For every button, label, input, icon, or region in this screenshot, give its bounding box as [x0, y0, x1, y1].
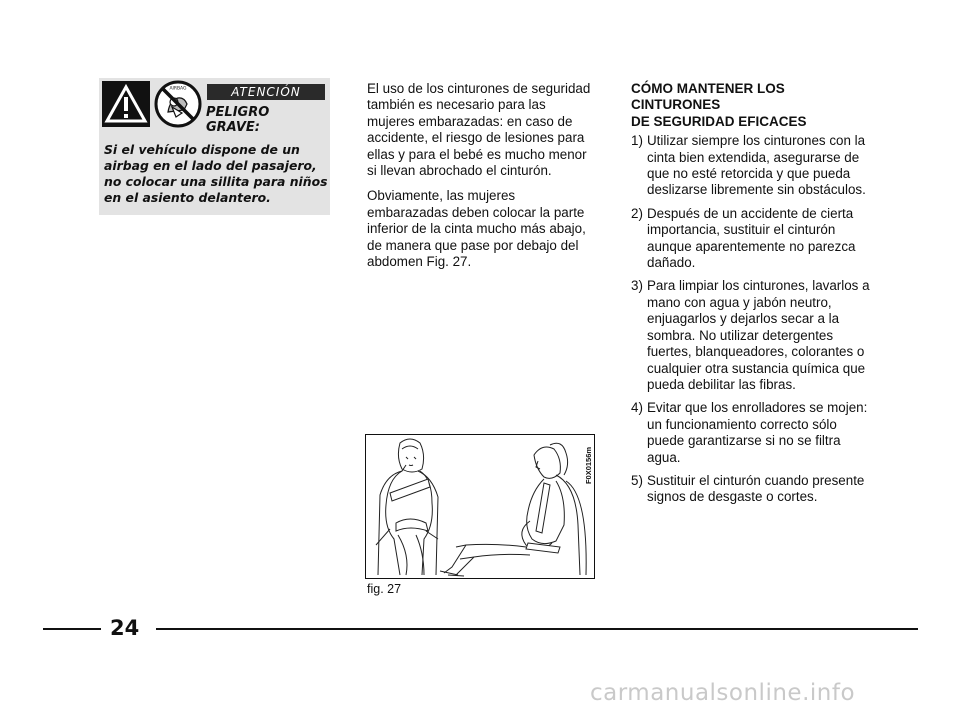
section-title-line: DE SEGURIDAD EFICACES	[631, 113, 807, 129]
list-item	[631, 400, 871, 466]
list-item	[631, 206, 871, 272]
danger-line-2: GRAVE:	[206, 120, 260, 135]
paragraph: Obviamente, las mujeres embarazadas deben colocar la parte inferior de la cinta mucho más abajo, de manera que pase por debajo del abdomen Fig. 27.	[367, 188, 586, 270]
danger-line-1: PELIGRO	[206, 105, 270, 120]
warning-header: ATENCIÓN	[207, 84, 325, 100]
list-number: 2)	[631, 205, 643, 221]
danger-label	[206, 105, 269, 135]
footer-divider-left	[43, 628, 101, 630]
watermark: carmanualsonline.info	[590, 680, 856, 706]
no-child-seat-airbag-icon	[154, 80, 202, 128]
figure-code	[584, 437, 606, 497]
list-number: 5)	[631, 472, 643, 488]
page-number: 24	[110, 616, 140, 640]
list-text: Utilizar siempre los cinturones con la cinta bien extendida, asegurarse de que no esté retorcida y que pueda deslizarse libremente sin obstáculos.	[647, 133, 866, 198]
warning-text: Si el vehículo dispone de un airbag en el lado del pasajero, no colocar una sillita para niños en el asiento delantero.	[104, 142, 328, 205]
list-number: 3)	[631, 278, 643, 294]
figure-code-text: F0X0156m	[584, 446, 594, 485]
list-item	[631, 133, 871, 199]
list-number: 1)	[631, 133, 643, 149]
paragraph: El uso de los cinturones de seguridad también es necesario para las mujeres embarazadas: en caso de accidente, el riesgo de lesiones para ellas y para el bebé es mucho menor si llevan abrochado el cinturón.	[367, 81, 591, 179]
list-text: Evitar que los enrolladores se mojen: un funcionamiento correcto sólo puede garantizarse si no se filtra agua.	[647, 400, 868, 465]
warning-triangle-icon	[102, 81, 150, 127]
footer-divider-right	[156, 628, 918, 630]
section-title	[631, 81, 871, 130]
list-item	[631, 473, 871, 506]
figure-caption: fig. 27	[367, 582, 402, 596]
list-item	[631, 278, 871, 393]
section-title-line: CÓMO MANTENER LOS	[631, 81, 785, 96]
airbag-icon-label: AIRBAG	[169, 86, 187, 92]
list-text: Para limpiar los cinturones, lavarlos a mano con agua y jabón neutro, enjuagarlos y dejarlos secar a la sombra. No utilizar detergentes fuertes, blanqueadores, colorantes o cualquier otra sustancia química que pueda debilitar las fibras.	[647, 278, 870, 392]
seatbelt-illustration	[365, 434, 595, 579]
section-title-line: CINTURONES	[631, 97, 721, 113]
list-number: 4)	[631, 400, 643, 416]
right-column	[631, 81, 871, 513]
warning-box	[99, 78, 330, 215]
list-text: Sustituir el cinturón cuando presente signos de desgaste o cortes.	[647, 472, 865, 505]
middle-column	[367, 81, 595, 279]
list-text: Después de un accidente de cierta importancia, sustituir el cinturón aunque aparentemente no parezca dañado.	[647, 205, 856, 271]
